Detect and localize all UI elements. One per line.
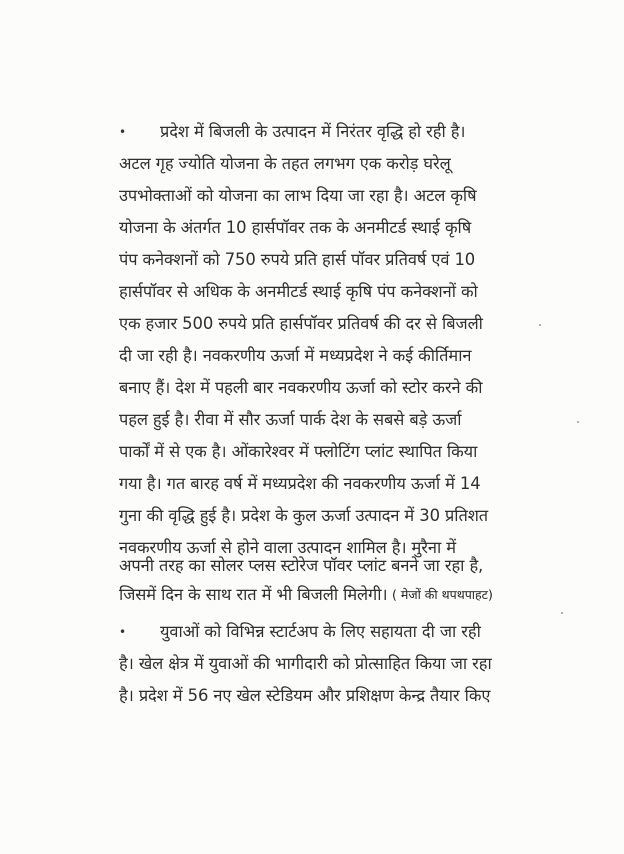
text-line: प्रदेश में बिजली के उत्पादन में निरंतर वृद्धि हो रही है।	[160, 122, 466, 141]
text-line: है। प्रदेश में 56 नए खेल स्टेडियम और प्रशिक्षण केन्द्र तैयार किए	[119, 686, 491, 705]
applause-annotation: ( मेजों की थपथपाहट)	[392, 587, 493, 602]
text-line: गया है। गत बारह वर्ष में मध्यप्रदेश की नवकरणीय ऊर्जा में 14	[119, 474, 481, 493]
text-line: पार्कों में से एक है। ओंकारेश्वर में फ्लोटिंग प्लांट स्थापित किया	[119, 442, 478, 461]
text-line: जिसमें दिन के साथ रात में भी बिजली मिलेगी।	[119, 585, 388, 604]
text-line: योजना के अंतर्गत 10 हार्सपॉवर तक के अनमीटर्ड स्थाई कृषि	[119, 218, 472, 237]
text-line: एक हजार 500 रुपये प्रति हार्सपॉवर प्रतिवर्ष की दर से बिजली	[119, 314, 483, 333]
bullet-marker: •	[119, 125, 127, 139]
text-line: अपनी तरह का सोलर प्लस स्टोरेज पॉवर प्लांट बनने जा रहा है,	[119, 556, 484, 575]
text-line: अटल गृह ज्योति योजना के तहत लगभग एक करोड़ घरेलू	[119, 154, 451, 173]
text-line: पंप कनेक्शनों को 750 रुपये प्रति हार्स पॉवर प्रतिवर्ष एवं 10	[119, 250, 476, 269]
text-line: नवकरणीय ऊर्जा से होने वाला उत्पादन शामिल है। मुरैना में	[119, 538, 456, 557]
scan-speck	[539, 324, 541, 326]
scan-speck	[577, 421, 579, 423]
text-line: हार्सपॉवर से अधिक के अनमीटर्ड स्थाई कृषि पंप कनेक्शनों को	[119, 282, 478, 301]
text-line: है। खेल क्षेत्र में युवाओं की भागीदारी को प्रोत्साहित किया जा रहा	[119, 654, 492, 673]
bullet-marker: •	[119, 625, 127, 639]
text-line: पहल हुई है। रीवा में सौर ऊर्जा पार्क देश के सबसे बड़े ऊर्जा	[119, 410, 462, 429]
text-line: युवाओं को विभिन्न स्टार्टअप के लिए सहायता दी जा रही	[160, 622, 481, 641]
scan-speck	[561, 612, 563, 614]
text-line: दी जा रही है। नवकरणीय ऊर्जा में मध्यप्रदेश ने कई कीर्तिमान	[119, 346, 472, 365]
text-line: बनाए हैं। देश में पहली बार नवकरणीय ऊर्जा को स्टोर करने की	[119, 378, 483, 397]
text-line: गुना की वृद्धि हुई है। प्रदेश के कुल ऊर्जा उत्पादन में 30 प्रतिशत	[119, 506, 489, 525]
text-line: उपभोक्ताओं को योजना का लाभ दिया जा रहा है। अटल कृषि	[119, 186, 477, 205]
